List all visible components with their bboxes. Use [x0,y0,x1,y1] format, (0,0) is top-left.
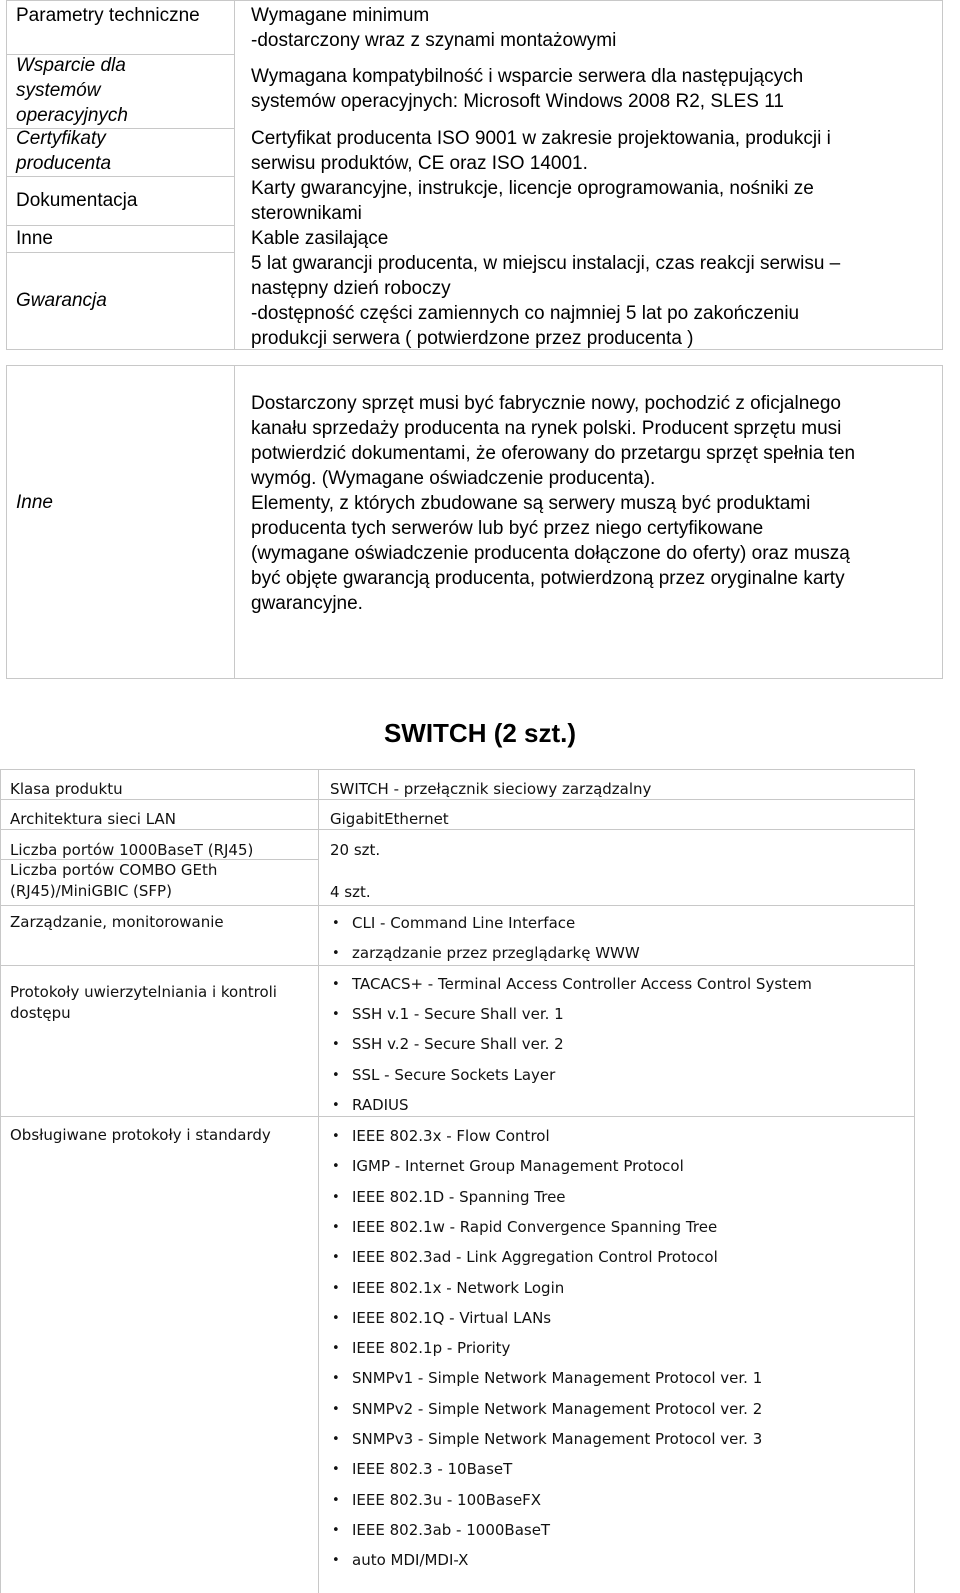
standard-item: • IEEE 802.3x - Flow Control [352,1126,550,1147]
standard-item: • IEEE 802.3ad - Link Aggregation Control Protocol [352,1247,718,1268]
standard-item: • auto MDI/MDI-X [352,1550,468,1571]
item-ssh1: • SSH v.1 - Secure Shall ver. 1 [352,1004,564,1025]
value-warranty: 5 lat gwarancji producenta, w miejscu instalacji, czas reakcji serwisu – następny dzień roboczy -dostępność części zamiennych co najmniej 5 lat po zakończeniu produkcji serwera ( potwierdzone przez producenta ) [251,253,841,349]
item-tacacs: • TACACS+ - Terminal Access Controller Access Control System [352,974,812,995]
item-ssh2: • SSH v.2 - Secure Shall ver. 2 [352,1034,564,1055]
label-certificates: Certyfikaty producenta [16,128,112,174]
item-ssl: • SSL - Secure Sockets Layer [352,1065,555,1086]
value-documentation: Karty gwarancyjne, instrukcje, licencje oprogramowania, nośniki ze sterownikami [251,178,814,224]
label-klasa: Klasa produktu [10,780,123,798]
value-inne-2: Dostarczony sprzęt musi być fabrycznie nowy, pochodzić z oficjalnego kanału sprzedaży producenta na rynek polski. Producent sprzętu musi potwierdzić dokumentami, że oferowany do przetargu sprzęt spełnia ten wymóg. (Wymagane oświadczenie producenta). Elementy, z których zbudowane są serwery muszą być produktami producenta tych serwerów lub być przez niego certyfikowane (wymagane oświadczenie producenta dołączone do oferty) oraz muszą być objęte gwarancją producenta, potwierdzoną przez oryginalne karty gwarancyjne. [251,393,856,614]
label-warranty: Gwarancja [16,290,107,311]
standard-item: • IEEE 802.3 - 10BaseT [352,1459,512,1480]
standard-item: • IEEE 802.1p - Priority [352,1338,510,1359]
standard-item: • IEEE 802.1D - Spanning Tree [352,1187,566,1208]
label-arch: Architektura sieci LAN [10,810,176,828]
label-documentation: Dokumentacja [16,190,138,211]
standard-item: • IEEE 802.1x - Network Login [352,1278,564,1299]
section-title: SWITCH (2 szt.) [383,718,577,748]
standard-item: • IGMP - Internet Group Management Protocol [352,1156,684,1177]
standard-item: • IEEE 802.1Q - Virtual LANs [352,1308,551,1329]
label-zarzadzanie: Zarządzanie, monitorowanie [10,913,224,931]
label-protokoly-auth: Protokoły uwierzytelniania i kontroli dostępu [10,983,277,1022]
value-inne: Kable zasilające [251,228,389,249]
standard-item: • SNMPv2 - Simple Network Management Protocol ver. 2 [352,1399,762,1420]
item-cli: • CLI - Command Line Interface [352,913,575,934]
label-standardy: Obsługiwane protokoły i standardy [10,1126,271,1144]
header-parametry: Parametry techniczne [16,5,200,26]
standard-item: • SNMPv1 - Simple Network Management Protocol ver. 1 [352,1368,762,1389]
value-klasa: SWITCH - przełącznik sieciowy zarządzalny [330,780,652,798]
value-certificates: Certyfikat producenta ISO 9001 w zakresie projektowania, produkcji i serwisu produktów, CE oraz ISO 14001. [251,128,831,174]
label-inne: Inne [16,228,53,249]
standard-item: • SNMPv3 - Simple Network Management Protocol ver. 3 [352,1429,762,1450]
standard-item: • IEEE 802.3ab - 1000BaseT [352,1520,550,1541]
label-os-support: Wsparcie dla systemów operacyjnych [16,55,128,126]
value-porty: 20 szt. [330,841,381,859]
row-mounting-value: -dostarczony wraz z szynami montażowymi [251,30,617,51]
item-radius: • RADIUS [352,1095,409,1116]
label-combo: Liczba portów COMBO GEth (RJ45)/MiniGBIC (SFP) [10,861,218,900]
standard-item: • IEEE 802.3u - 100BaseFX [352,1490,541,1511]
item-www: • zarządzanie przez przeglądarkę WWW [352,943,640,964]
label-porty: Liczba portów 1000BaseT (RJ45) [10,841,254,859]
header-wymagane: Wymagane minimum [251,5,430,26]
value-arch: GigabitEthernet [330,810,449,828]
value-combo: 4 szt. [330,883,371,901]
value-os-support: Wymagana kompatybilność i wsparcie serwera dla następujących systemów operacyjnych: Microsoft Windows 2008 R2, SLES 11 [251,66,804,112]
standard-item: • IEEE 802.1w - Rapid Convergence Spanning Tree [352,1217,717,1238]
label-inne-2: Inne [16,492,53,513]
